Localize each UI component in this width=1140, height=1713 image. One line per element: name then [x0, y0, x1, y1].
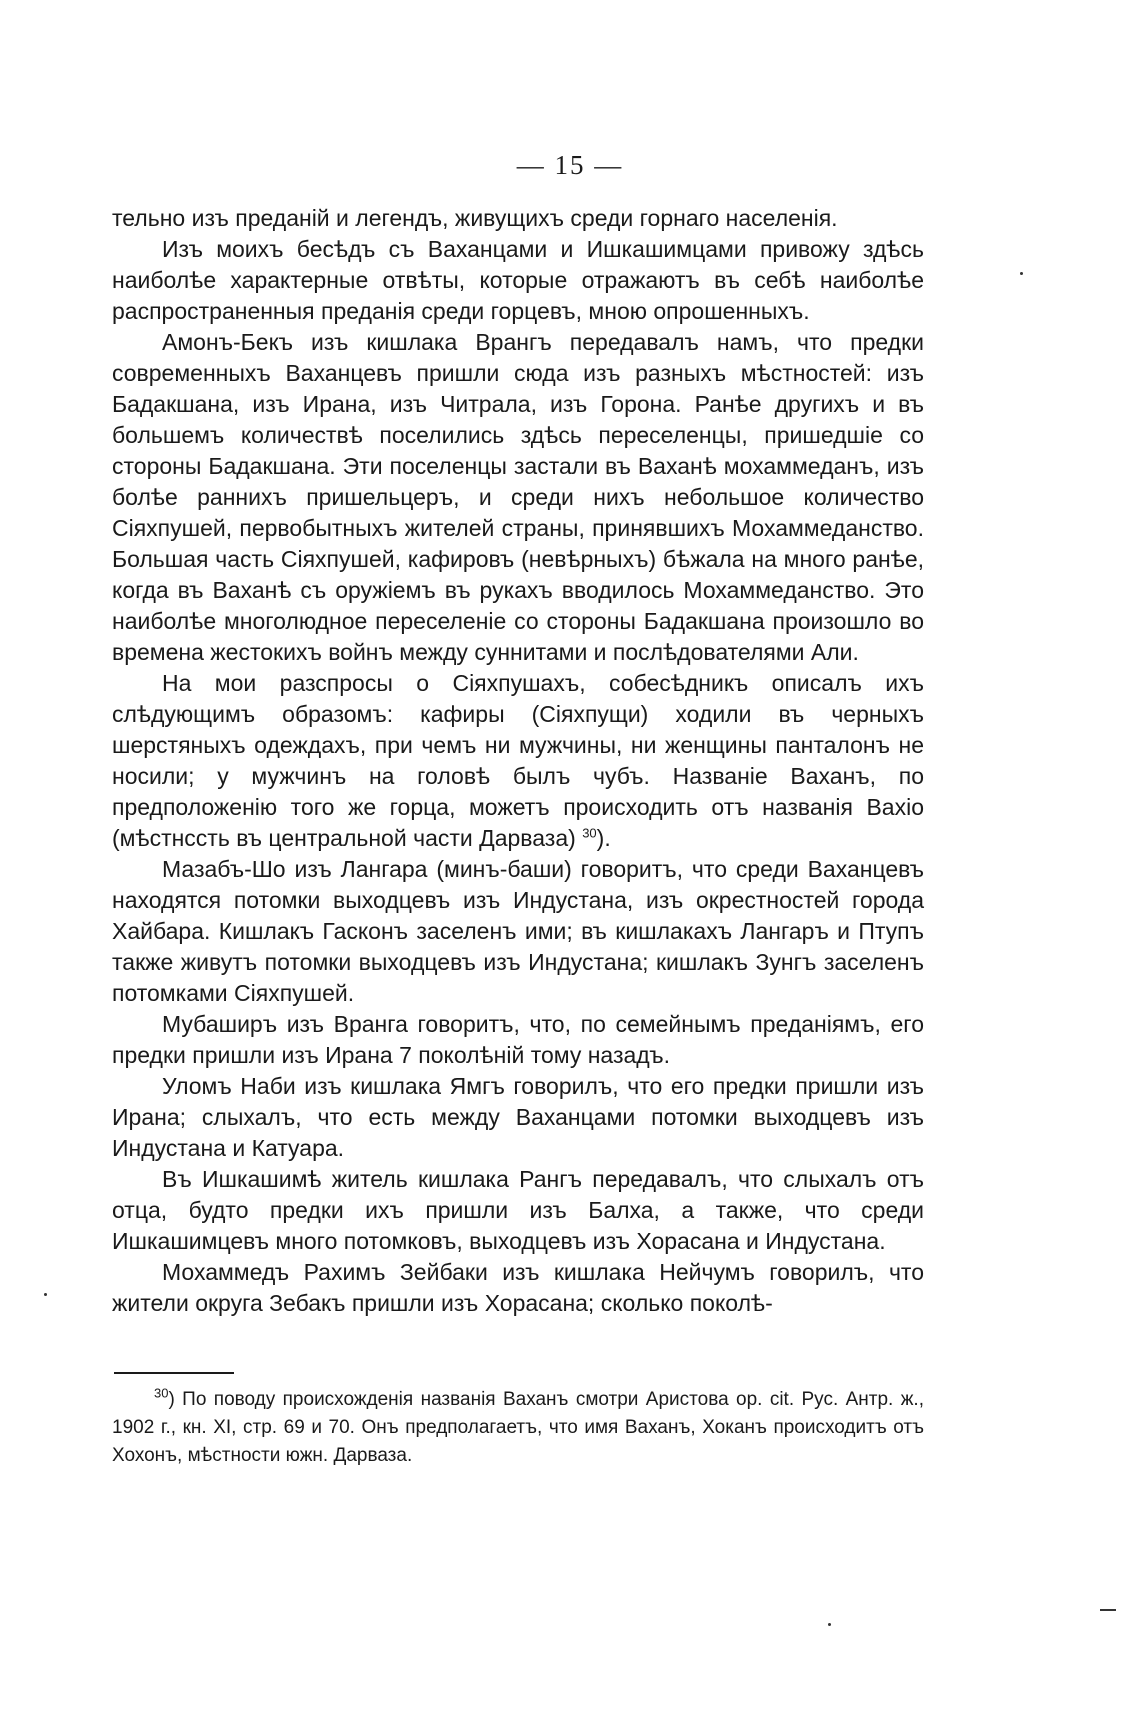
paragraph-4-tail: ). [596, 825, 611, 851]
footnote-body: ) По поводу происхожденія названія Ваханъ смотри Аристова op. cit. Рус. Антр. ж., 1902 г., кн. XI, стр. 69 и 70. Онъ предполагаетъ, что имя Ваханъ, Хоканъ происходитъ отъ Хохонъ, мѣстности южн. Дарваза. [112, 1389, 924, 1466]
paragraph-7: Уломъ Наби изъ кишлака Ямгъ говорилъ, что его предки пришли изъ Ирана; слыхалъ, что есть между Ваханцами потомки выходцевъ изъ Индустана и Катуара. [112, 1073, 924, 1161]
scan-speck [828, 1623, 831, 1626]
footnote-marker: 30 [154, 1385, 169, 1401]
paragraph-1: тельно изъ преданій и легендъ, живущихъ среди горнаго населенія. [112, 205, 838, 231]
scan-mark [1100, 1609, 1116, 1611]
paragraph-6: Мубаширъ изъ Вранга говоритъ, что, по семейнымъ преданіямъ, его предки пришли изъ Ирана 7 поколѣній тому назадъ. [112, 1011, 924, 1068]
paragraph-5: Мазабъ-Шо изъ Лангара (минъ-баши) говоритъ, что среди Ваханцевъ находятся потомки выходцевъ изъ Индустана, изъ окрестностей города Хайбара. Кишлакъ Гасконъ заселенъ ими; въ кишлакахъ Лангаръ и Птупъ также живутъ потомки выходцевъ изъ Индустана; кишлакъ Зунгъ заселенъ потомками Сіяхпушей. [112, 856, 924, 1006]
footnote-text [112, 1386, 924, 1470]
scan-speck [44, 1293, 47, 1296]
paragraph-4-text: На мои разспросы о Сіяхпушахъ, собесѣдникъ описалъ ихъ слѣдующимъ образомъ: кафиры (Сіяхпущи) ходили въ черныхъ шерстяныхъ одеждахъ, при чемъ ни мужчины, ни женщины панталонъ не носили; у мужчинъ на головѣ былъ чубъ. Названіе Ваханъ, по предположенію того же горца, можетъ происходить отъ названія Вахіо (мѣстнссть въ центральной части Дарваза) [112, 670, 924, 851]
page-number: — 15 — [516, 150, 624, 180]
body-text [112, 203, 924, 1319]
footnote-reference: 30 [582, 825, 597, 841]
footnote-divider [114, 1372, 234, 1374]
paragraph-3: Амонъ-Бекъ изъ кишлака Врангъ передавалъ намъ, что предки современныхъ Ваханцевъ пришли сюда изъ разныхъ мѣстностей: изъ Бадакшана, изъ Ирана, изъ Читрала, изъ Горона. Ранѣе другихъ и въ большемъ количествѣ поселились здѣсь переселенцы, пришедшіе со стороны Бадакшана. Эти поселенцы застали въ Ваханѣ мохаммеданъ, изъ болѣе раннихъ пришельцеръ, и среди нихъ небольшое количество Сіяхпушей, первобытныхъ жителей страны, принявшихъ Мохаммеданство. Большая часть Сіяхпушей, кафировъ (невѣрныхъ) бѣжала на много ранѣе, когда въ Ваханѣ съ оружіемъ въ рукахъ вводилось Мохаммеданство. Это наиболѣе многолюдное переселеніе со стороны Бадакшана произошло во времена жестокихъ войнъ между суннитами и послѣдователями Али. [112, 329, 924, 665]
scan-speck [1020, 272, 1023, 275]
paragraph-9: Мохаммедъ Рахимъ Зейбаки изъ кишлака Нейчумъ говорилъ, что жители округа Зебакъ пришли изъ Хорасана; сколько поколѣ- [112, 1259, 924, 1316]
footnote [112, 1386, 924, 1470]
paragraph-8: Въ Ишкашимѣ житель кишлака Рангъ передавалъ, что слыхалъ отъ отца, будто предки ихъ пришли изъ Балха, а также, что среди Ишкашимцевъ много потомковъ, выходцевъ изъ Хорасана и Индустана. [112, 1166, 924, 1254]
paragraph-4 [112, 668, 924, 854]
paragraph-2: Изъ моихъ бесѣдъ съ Ваханцами и Ишкашимцами привожу здѣсь наиболѣе характерные отвѣты, которые отражаютъ въ себѣ наиболѣе распространенныя преданія среди горцевъ, мною опрошенныхъ. [112, 236, 924, 324]
